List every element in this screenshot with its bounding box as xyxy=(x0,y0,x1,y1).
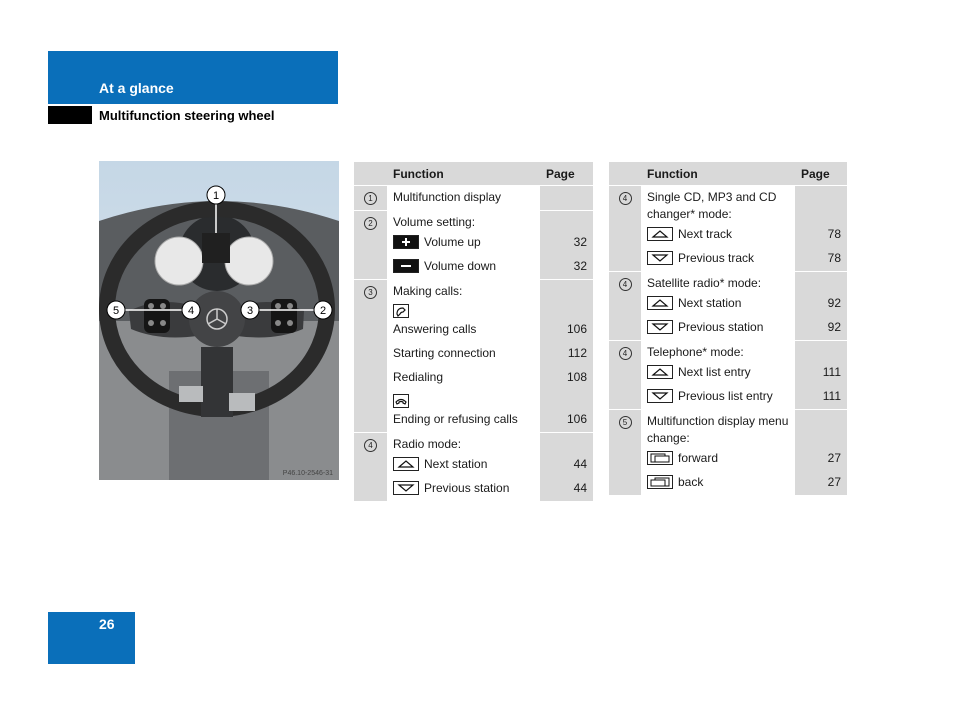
page-reference: 44 xyxy=(573,481,587,495)
arrow-down-key-icon xyxy=(647,251,673,265)
function-cell xyxy=(641,186,795,272)
header-page: Page xyxy=(540,162,593,186)
page-reference: 112 xyxy=(567,346,587,360)
function-label: Next station xyxy=(424,457,488,471)
group-number: 2 xyxy=(364,217,377,230)
page-reference: 27 xyxy=(827,475,841,489)
group-number: 5 xyxy=(619,416,632,429)
table-row-group xyxy=(609,186,847,272)
function-table-right xyxy=(609,162,847,495)
page-cell xyxy=(540,186,593,211)
table-row-group xyxy=(609,410,847,496)
page-spacer xyxy=(795,341,847,361)
page-reference: 106 xyxy=(566,322,587,336)
function-item xyxy=(641,447,795,471)
section-title: At a glance xyxy=(99,80,174,96)
function-label: Previous track xyxy=(678,251,755,265)
group-title: Radio mode: xyxy=(393,437,462,451)
group-number-cell xyxy=(609,272,641,341)
header-banner xyxy=(48,51,338,104)
function-table-left xyxy=(354,162,593,501)
arrow-down-key-icon xyxy=(647,389,673,403)
figure-code: P46.10-2546-31 xyxy=(282,470,333,477)
arrow-up-key-icon xyxy=(647,227,673,241)
group-number-cell xyxy=(609,341,641,410)
function-cell xyxy=(387,211,540,280)
page-spacer xyxy=(795,186,847,223)
page-spacer xyxy=(540,211,593,231)
page-reference: 111 xyxy=(822,365,841,379)
group-number-cell xyxy=(609,410,641,496)
function-item xyxy=(641,385,795,409)
function-label: Previous list entry xyxy=(678,389,773,403)
function-label: Starting connection xyxy=(393,346,496,360)
menu-forward-icon xyxy=(647,451,673,465)
header-function: Function xyxy=(387,162,540,186)
function-item xyxy=(387,342,540,366)
group-number: 4 xyxy=(619,347,632,360)
group-number-cell xyxy=(354,433,387,502)
function-item xyxy=(387,255,540,279)
arrow-up-key-icon xyxy=(647,365,673,379)
function-item xyxy=(641,223,795,247)
function-label: Ending or refusing calls xyxy=(393,412,518,426)
header-blank xyxy=(354,162,387,186)
svg-text:3: 3 xyxy=(246,305,254,317)
function-item xyxy=(641,316,795,340)
page-spacer xyxy=(795,410,847,447)
function-cell xyxy=(387,280,540,433)
svg-text:4: 4 xyxy=(187,305,195,317)
page-reference: 111 xyxy=(822,389,841,403)
group-number-cell xyxy=(609,186,641,272)
function-item xyxy=(387,366,540,390)
group-number: 4 xyxy=(619,278,632,291)
group-number-cell xyxy=(354,186,387,211)
function-label: forward xyxy=(678,451,719,465)
steering-wheel-figure xyxy=(99,161,339,480)
callout-1 xyxy=(207,186,225,204)
group-number: 3 xyxy=(364,286,377,299)
steering-wheel-illustration xyxy=(99,161,339,480)
function-label: Next list entry xyxy=(678,365,751,379)
page-cell xyxy=(795,410,847,496)
page-spacer xyxy=(540,300,593,318)
page-reference: 32 xyxy=(573,235,587,249)
function-label: Previous station xyxy=(678,320,764,334)
function-item xyxy=(641,361,795,385)
function-cell xyxy=(641,410,795,496)
callout-2 xyxy=(314,301,332,319)
function-item xyxy=(641,471,795,495)
group-title: Satellite radio* mode: xyxy=(647,276,762,290)
header-blank xyxy=(609,162,641,186)
arrow-down-key-icon xyxy=(393,481,419,495)
svg-text:5: 5 xyxy=(112,305,120,317)
group-title: Multifunction display menu change: xyxy=(647,414,789,445)
page-cell xyxy=(795,272,847,341)
group-title: Telephone* mode: xyxy=(647,345,744,359)
page-spacer xyxy=(540,433,593,453)
page-number-box xyxy=(48,612,135,664)
phone-end-icon xyxy=(393,394,409,408)
page-spacer xyxy=(540,390,593,408)
callout-5 xyxy=(107,301,125,319)
function-label: back xyxy=(678,475,704,489)
page-cell xyxy=(540,280,593,433)
table-row-group xyxy=(354,433,593,502)
page-spacer xyxy=(795,272,847,292)
page-cell xyxy=(540,433,593,502)
group-title: Single CD, MP3 and CD changer* mode: xyxy=(647,190,777,221)
function-item xyxy=(387,231,540,255)
page-reference: 92 xyxy=(827,296,841,310)
page-reference: 92 xyxy=(827,320,841,334)
function-label: Next track xyxy=(678,227,733,241)
icon-row xyxy=(387,390,540,408)
callout-3 xyxy=(241,301,259,319)
function-cell xyxy=(641,272,795,341)
function-item xyxy=(387,408,540,432)
table-row-group xyxy=(609,272,847,341)
icon-row xyxy=(387,300,540,318)
group-title: Making calls: xyxy=(393,284,463,298)
function-label: Answering calls xyxy=(393,322,477,336)
header-page: Page xyxy=(795,162,847,186)
svg-text:1: 1 xyxy=(212,190,220,202)
function-item xyxy=(387,453,540,477)
table-row-group xyxy=(354,186,593,211)
group-number: 1 xyxy=(364,192,377,205)
table-row-group xyxy=(609,341,847,410)
group-number: 4 xyxy=(364,439,377,452)
table-row-group xyxy=(354,211,593,280)
phone-answer-icon xyxy=(393,304,409,318)
page-reference: 106 xyxy=(566,412,587,426)
page-cell xyxy=(795,341,847,410)
function-label: Volume down xyxy=(424,259,497,273)
table-row-group xyxy=(354,280,593,433)
group-title: Volume setting: xyxy=(393,215,476,229)
page-reference: 78 xyxy=(827,251,841,265)
page-reference: 44 xyxy=(573,457,587,471)
page-reference: 32 xyxy=(573,259,587,273)
function-cell xyxy=(641,341,795,410)
page-reference: 27 xyxy=(827,451,841,465)
page-reference: 78 xyxy=(827,227,841,241)
function-item xyxy=(387,318,540,342)
page-reference: 108 xyxy=(566,370,587,384)
group-title: Multifunction display xyxy=(393,190,502,204)
group-number-cell xyxy=(354,211,387,280)
page-spacer xyxy=(540,186,593,206)
menu-back-icon xyxy=(647,475,673,489)
page-cell xyxy=(795,186,847,272)
function-label: Previous station xyxy=(424,481,510,495)
function-label: Redialing xyxy=(393,370,444,384)
svg-text:2: 2 xyxy=(319,305,327,317)
page-number: 26 xyxy=(99,616,115,632)
page-cell xyxy=(540,211,593,280)
function-label: Volume up xyxy=(424,235,481,249)
page-title: Multifunction steering wheel xyxy=(99,108,275,123)
group-number: 4 xyxy=(619,192,632,205)
arrow-up-key-icon xyxy=(647,296,673,310)
header-function: Function xyxy=(641,162,795,186)
function-cell xyxy=(387,433,540,502)
arrow-down-key-icon xyxy=(647,320,673,334)
function-item xyxy=(641,247,795,271)
callout-4 xyxy=(182,301,200,319)
function-label: Next station xyxy=(678,296,742,310)
minus-key-icon xyxy=(393,259,419,273)
function-item xyxy=(387,477,540,501)
function-cell xyxy=(387,186,540,211)
group-number-cell xyxy=(354,280,387,433)
plus-key-icon xyxy=(393,235,419,249)
page-spacer xyxy=(540,280,593,300)
header-tab-marker xyxy=(48,106,92,124)
function-item xyxy=(641,292,795,316)
arrow-up-key-icon xyxy=(393,457,419,471)
